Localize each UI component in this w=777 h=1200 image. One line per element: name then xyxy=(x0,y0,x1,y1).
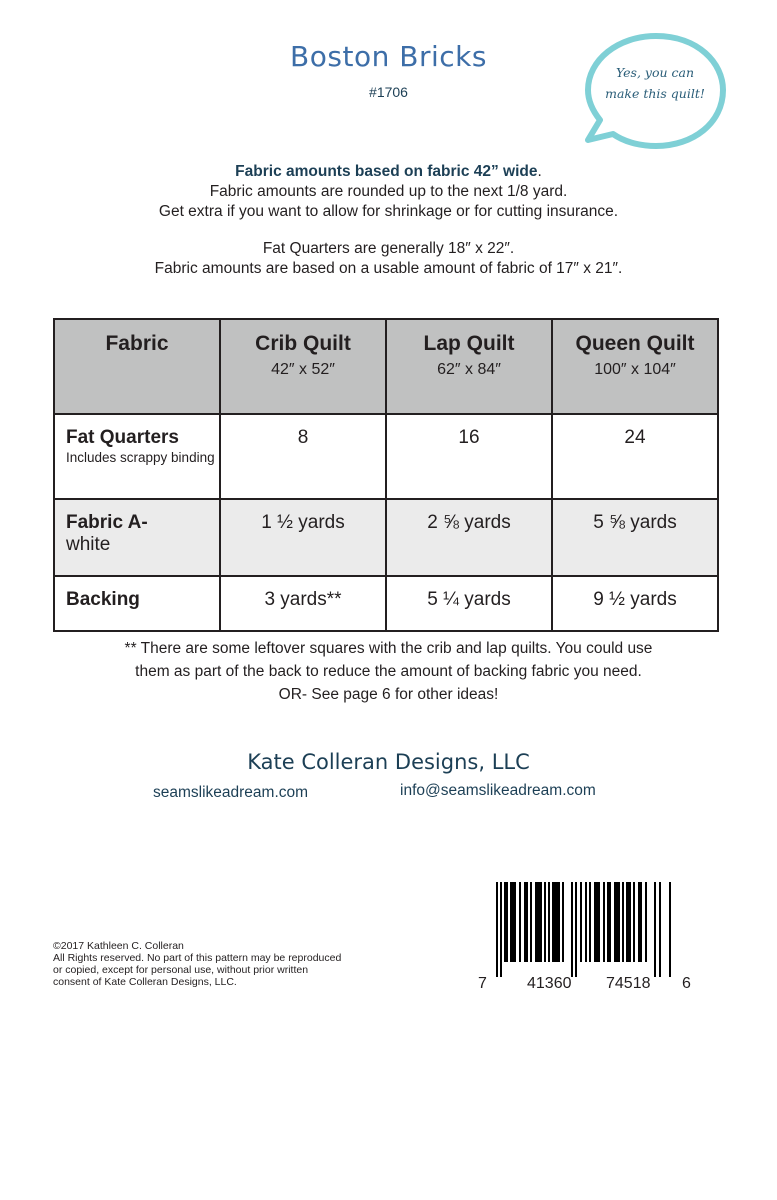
header-lap-quilt xyxy=(386,319,552,414)
header-queen-quilt xyxy=(552,319,718,414)
intro-notes xyxy=(0,162,777,279)
table-cell: 3 yards** xyxy=(220,576,386,631)
table-cell: 2 ⅝ yards xyxy=(386,499,552,576)
intro-line-4: Fat Quarters are generally 18″ x 22″. xyxy=(262,240,515,257)
header-label: Lap Quilt xyxy=(423,332,515,355)
row-label-cell xyxy=(54,414,220,499)
row-label: Fat Quarters xyxy=(66,427,179,448)
bubble-line-1: Yes, you can xyxy=(615,65,695,80)
footnote-line-1: ** There are some leftover squares with the crib and lap quilts. You could use xyxy=(124,640,653,657)
barcode-digit-last: 6 xyxy=(682,975,691,992)
copyright-line-2: All Rights reserved. No part of this pattern may be reproduced xyxy=(53,952,342,964)
copyright-line-4: consent of Kate Colleran Designs, LLC. xyxy=(53,976,237,988)
header-crib-quilt xyxy=(220,319,386,414)
header-label: Crib Quilt xyxy=(255,332,351,355)
row-label-cell xyxy=(54,499,220,576)
table-row xyxy=(54,499,718,576)
row-label-cell xyxy=(54,576,220,631)
table-cell: 1 ½ yards xyxy=(220,499,386,576)
intro-line-5: Fabric amounts are based on a usable amount of fabric of 17″ x 21″. xyxy=(154,260,623,277)
row-label: Backing xyxy=(66,589,140,610)
barcode-digit-first: 7 xyxy=(478,975,487,992)
table-row xyxy=(54,576,718,631)
row-label: Fabric A- xyxy=(66,512,148,533)
bubble-line-2: make this quilt! xyxy=(605,86,705,101)
row-note: white xyxy=(66,534,111,555)
header-fabric xyxy=(54,319,220,414)
intro-line-2: Fabric amounts are rounded up to the next 1/8 yard. xyxy=(209,183,568,200)
backing-footnote xyxy=(0,637,777,706)
header-label: Fabric xyxy=(105,332,169,355)
barcode-group-right: 74518 xyxy=(606,975,651,992)
pattern-number: #1706 xyxy=(369,84,408,100)
table-cell: 24 xyxy=(552,414,718,499)
barcode-icon xyxy=(492,882,692,977)
footnote-line-3: OR- See page 6 for other ideas! xyxy=(278,686,499,703)
table-cell: 5 ⅝ yards xyxy=(552,499,718,576)
barcode-group-left: 41360 xyxy=(527,975,572,992)
copyright-notice xyxy=(53,940,341,988)
fabric-requirements-table xyxy=(53,318,719,632)
header-label: Queen Quilt xyxy=(575,332,695,355)
intro-bold-suffix: . xyxy=(537,163,542,180)
speech-bubble-text xyxy=(590,62,720,104)
table-header-row xyxy=(54,319,718,414)
company-name: Kate Colleran Designs, LLC xyxy=(247,750,530,774)
copyright-line-3: or copied, except for personal use, without prior written xyxy=(53,964,309,976)
header-dimensions: 100″ x 104″ xyxy=(594,361,676,378)
table-cell: 8 xyxy=(220,414,386,499)
intro-line-3: Get extra if you want to allow for shrinkage or for cutting insurance. xyxy=(158,203,619,220)
table-cell: 9 ½ yards xyxy=(552,576,718,631)
header-dimensions: 62″ x 84″ xyxy=(437,361,501,378)
copyright-line-1: ©2017 Kathleen C. Colleran xyxy=(53,940,184,952)
intro-bold-line xyxy=(0,162,777,182)
row-note: Includes scrappy binding xyxy=(66,450,215,465)
header-dimensions: 42″ x 52″ xyxy=(271,361,335,378)
website-link[interactable]: seamslikeadream.com xyxy=(153,784,309,801)
intro-bold-text: Fabric amounts based on fabric 42” wide xyxy=(235,163,538,180)
email-link[interactable]: info@seamslikeadream.com xyxy=(400,782,596,799)
table-cell: 5 ¼ yards xyxy=(386,576,552,631)
table-row xyxy=(54,414,718,499)
pattern-title: Boston Bricks xyxy=(290,40,487,73)
table-cell: 16 xyxy=(386,414,552,499)
footnote-line-2: them as part of the back to reduce the amount of backing fabric you need. xyxy=(135,663,642,680)
